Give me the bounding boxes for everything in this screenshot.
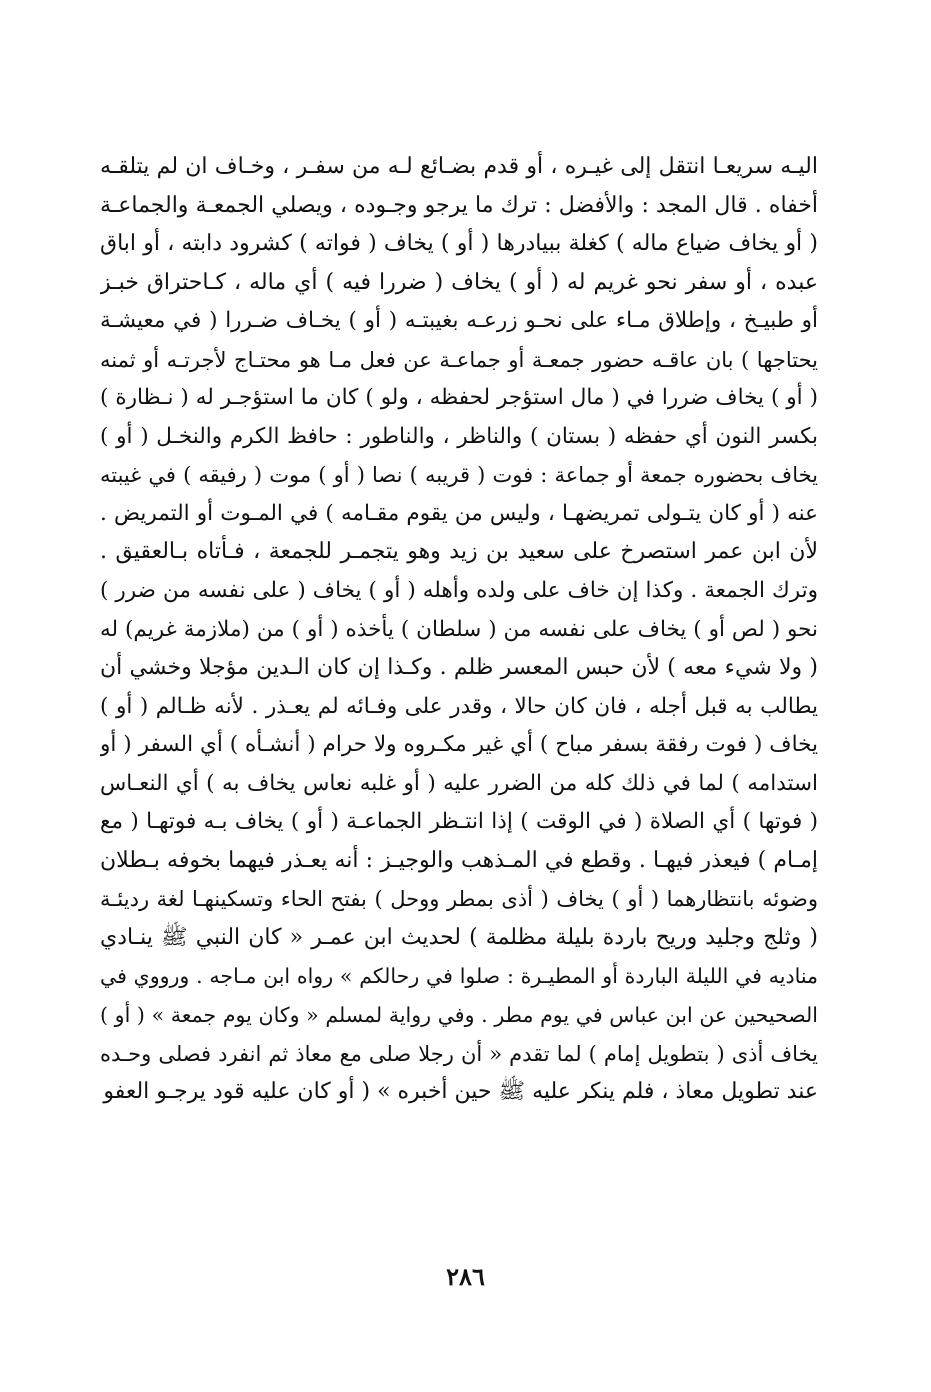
text-line: بكسر النون أي حفظه ( بستان ) والناظر ، والناطور : حافظ الكرم والنخـل ( أو ) [100, 423, 818, 449]
text-line: وضوئه بانتظارهما ( أو ) يخاف ( أذى بمطر ووحل ) بفتح الحاء وتسكينهـا لغة رديئـة [100, 887, 818, 912]
text-line: نحو ( لص أو ) يخاف على نفسه من ( سلطان ) يأخذه ( أو ) من (ملازمة غريم) له [100, 616, 818, 642]
text-line: الصحيحين عن ابن عباس في يوم مطر . وفي رواية لمسلم « وكان يوم جمعة » ( أو ) [100, 1003, 818, 1028]
text-line: عند تطويل معاذ ، فلم ينكر عليه ﷺ حين أخبره » ( أو كان عليه قود يرجـو العفو [103, 1079, 818, 1105]
text-line: عنه ( أو كان يتـولى تمريضهـا ، وليس من يقوم مقـامه ) في المـوت أو التمريض . [100, 500, 818, 526]
text-line: إمـام ) فيعذر فيهـا . وقطع في المـذهب والوجيـز : أنه يعـذر فيهما بخوفه بـطلان [100, 847, 818, 873]
text-line: يخاف بحضوره جمعة أو جماعة : فوت ( قريبه ) نصا ( أو ) موت ( رفيقه ) في غيبته [100, 463, 818, 488]
text-line: أخفاه . قال المجد : والأفضل : ترك ما يرجو وجـوده ، ويصلي الجمعـة والجماعـة [100, 192, 818, 218]
text-line: ( فوتها ) أي الصلاة ( في الوقت ) إذا انتـظر الجماعـة ( أو ) يخاف بـه فوتهـا ( مع [100, 809, 818, 835]
text-line: يطالب به قبل أجله ، فان كان حالا ، وقدر على وفـائه لم يعـذر . لأنه ظـالم ( أو ) [100, 693, 818, 719]
text-line: ( ولا شيء معه ) لأن حبس المعسر ظلم . وكـذا إن كان الـدين مؤجلا وخشي أن [100, 655, 818, 681]
text-line: أو طبيـخ ، وإطلاق مـاء على نحـو زرعـه بغيبتـه ( أو ) يخـاف ضـررا ( في معيشـة [100, 308, 818, 334]
text-line: يحتاجها ) بان عاقـه حضور جمعـة أو جماعـة عن فعل مـا هو محتـاج لأجرتـه أو ثمنه [100, 347, 818, 372]
text-line: يخاف ( فوت رفقة بسفر مباح ) أي غير مكـروه ولا حرام ( أنشـأه ) أي السفر ( أو [100, 732, 818, 758]
text-line: عبده ، أو سفر نحو غريم له ( أو ) يخاف ( ضررا فيه ) أي ماله ، كـاحتراق خبـز [100, 269, 818, 295]
text-line: ( أو ) يخاف ضررا في ( مال استؤجر لحفظه ، ولو ) كان ما استؤجـر له ( نـظارة ) [100, 385, 818, 411]
text-line: استدامه ) لما في ذلك كله من الضرر عليه ( أو غلبه نعاس يخاف به ) أي النعـاس [100, 770, 818, 796]
text-line: ( أو يخاف ضياع ماله ) كغلة ببيادرها ( أو ) يخاف ( فواته ) كشرود دابته ، أو اباق [100, 231, 818, 257]
page-number: ٢٨٦ [446, 1262, 485, 1291]
text-line: مناديه في الليلة الباردة أو المطيـرة : صلوا في رحالكم » رواه ابن مـاجه . ورووي في [100, 964, 818, 989]
text-line: اليـه سريعـا انتقل إلى غيـره ، أو قدم بضـائع لـه من سفـر ، وخـاف ان لم يتلقـه [100, 154, 818, 179]
body-text [100, 148, 818, 1112]
text-line: وترك الجمعة . وكذا إن خاف على ولده وأهله ( أو ) يخاف ( على نفسه من ضرر ) [100, 578, 818, 604]
text-line: يخاف أذى ( بتطويل إمام ) لما تقدم « أن رجلا صلى مع معاذ ثم انفرد فصلى وحـده [100, 1041, 818, 1066]
text-line: لأن ابن عمر استصرخ على سعيد بن زيد وهو يتجمـر للجمعة ، فـأتاه بـالعقيق . [100, 539, 818, 565]
text-line: ( وثلج وجليد وريح باردة بليلة مظلمة ) لحديث ابن عمـر « كان النبي ﷺ ينـادي [100, 924, 818, 950]
